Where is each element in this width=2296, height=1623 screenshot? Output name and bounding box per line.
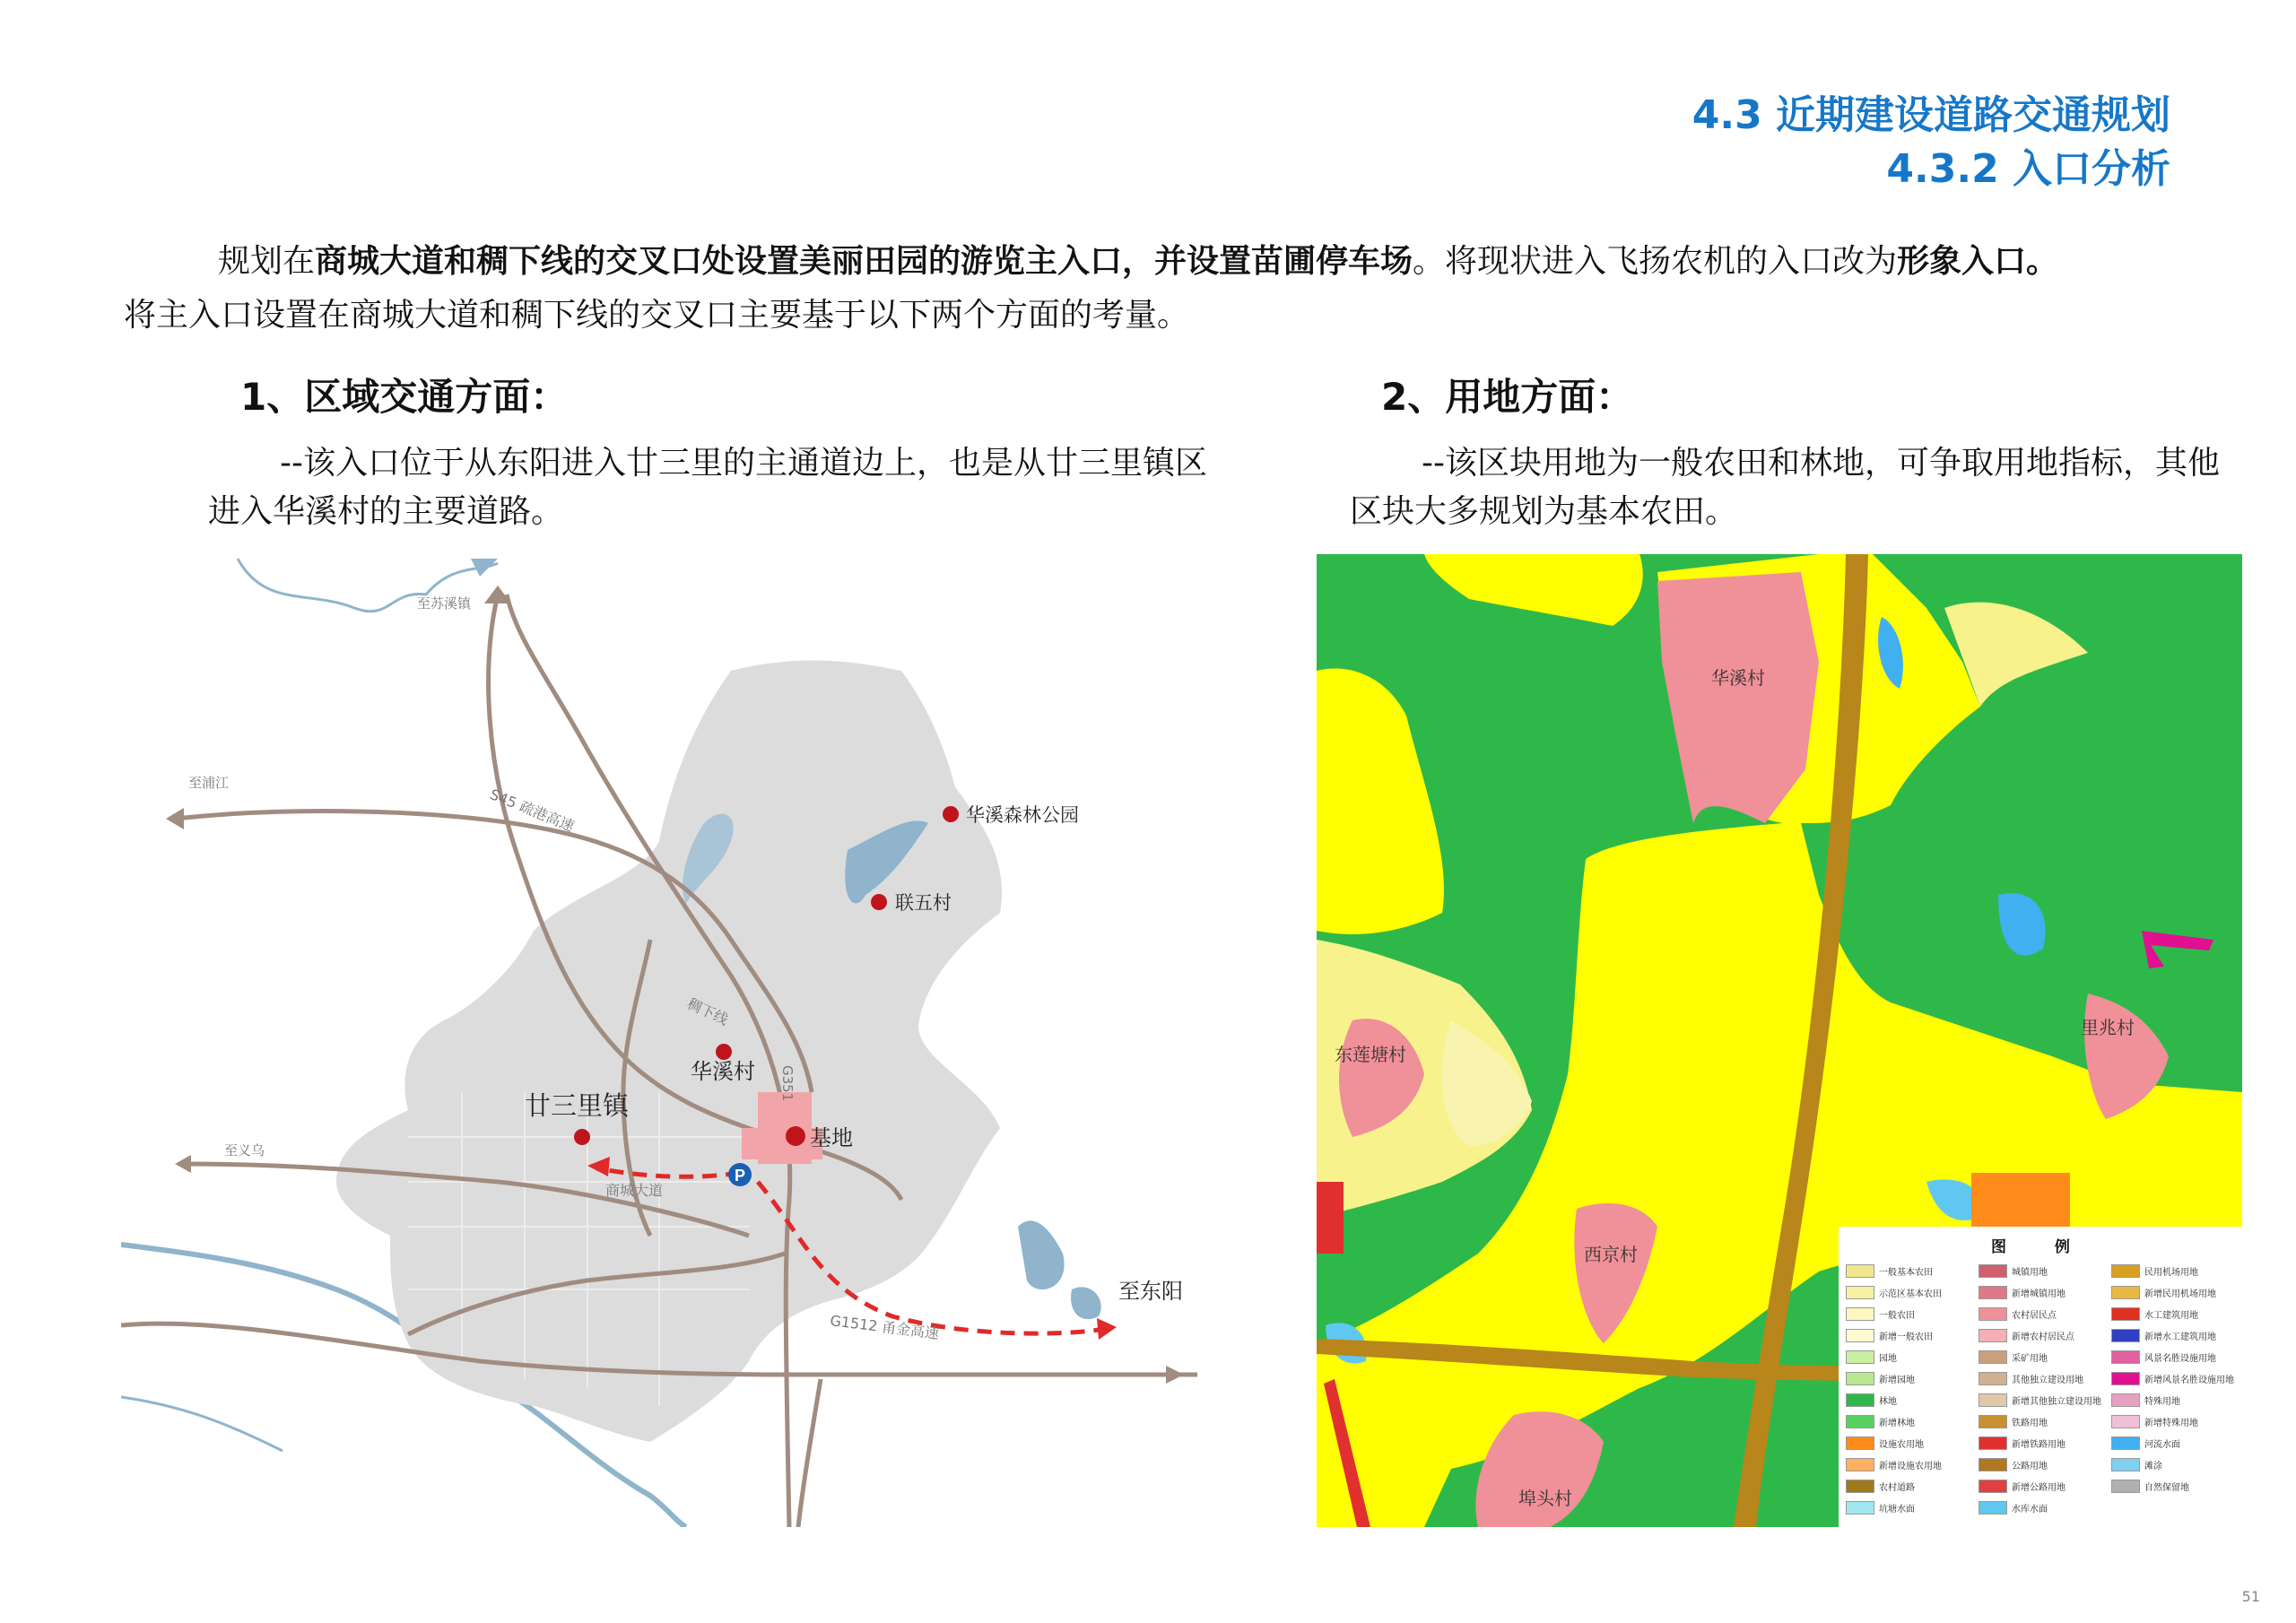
legend-label: 新增特殊用地 — [2144, 1418, 2198, 1428]
legend-item — [1979, 1370, 2109, 1386]
legend-swatch — [2111, 1264, 2140, 1278]
legend-swatch — [1846, 1372, 1874, 1385]
label-g1512: G1512 甬金高速 — [829, 1312, 941, 1342]
legend-swatch — [2111, 1415, 2140, 1428]
label-donglian: 东莲塘村 — [1335, 1044, 1406, 1065]
legend-item — [1846, 1306, 1976, 1322]
legend-item — [1979, 1284, 2109, 1300]
legend-item — [1846, 1499, 1976, 1515]
legend-label: 其他独立建设用地 — [2012, 1375, 2083, 1385]
legend-item — [1846, 1284, 1976, 1300]
legend-swatch — [2111, 1436, 2140, 1450]
section-title: 4.3 近期建设道路交通规划 — [1692, 92, 2170, 138]
legend-swatch — [1979, 1329, 2007, 1342]
legend-label: 新增风景名胜设施用地 — [2144, 1375, 2234, 1385]
legend-item — [2111, 1392, 2241, 1408]
label-base: 基地 — [810, 1125, 853, 1150]
label-to-yiwu: 至义乌 — [224, 1142, 265, 1159]
legend-swatch — [2111, 1458, 2140, 1471]
legend-label: 新增林地 — [1879, 1418, 1915, 1428]
legend-swatch — [1979, 1480, 2007, 1493]
label-to-dongyang: 至东阳 — [1118, 1279, 1183, 1304]
legend-label: 新增园地 — [1879, 1375, 1915, 1385]
legend-swatch — [1846, 1329, 1874, 1342]
section2-text: --该区块用地为一般农田和林地，可争取用地指标，其他 区块大多规划为基本农田。 — [1350, 445, 2220, 530]
label-lizhao: 里兆村 — [2081, 1017, 2135, 1038]
regional-traffic-map — [121, 554, 1242, 1527]
legend-item — [1846, 1435, 1976, 1451]
legend-title: 图 例 — [1991, 1238, 2092, 1256]
legend-item — [2111, 1456, 2241, 1472]
legend-swatch — [1846, 1393, 1874, 1407]
page-number: 51 — [2241, 1588, 2260, 1605]
legend-item — [2111, 1370, 2241, 1386]
legend-swatch — [1979, 1415, 2007, 1428]
legend-label: 新增铁路用地 — [2012, 1439, 2066, 1450]
legend-item — [2111, 1435, 2241, 1451]
legend-swatch — [1846, 1307, 1874, 1321]
section1-text: --该入口位于从东阳进入廿三里的主通道边上，也是从廿三里镇区 进入华溪村的主要道路。 — [208, 445, 1207, 530]
legend-label: 铁路用地 — [2012, 1418, 2048, 1428]
legend-swatch — [1979, 1458, 2007, 1471]
legend-label: 水库水面 — [2012, 1504, 2048, 1515]
label-huaxi: 华溪村 — [1711, 667, 1765, 689]
legend-label: 河流水面 — [2144, 1439, 2180, 1450]
label-to-suxi: 至苏溪镇 — [417, 595, 472, 612]
legend-item — [1846, 1370, 1976, 1386]
legend-swatch — [1979, 1286, 2007, 1299]
legend-label: 新增一般农田 — [1879, 1332, 1933, 1342]
legend-item — [1846, 1456, 1976, 1472]
legend-item — [1979, 1392, 2109, 1408]
legend-label: 设施农用地 — [1879, 1439, 1924, 1450]
legend-label: 新增公路用地 — [2012, 1482, 2066, 1493]
legend-swatch — [1979, 1501, 2007, 1515]
label-huaxi-village: 华溪村 — [691, 1059, 755, 1084]
legend-label: 新增水工建筑用地 — [2144, 1332, 2216, 1342]
legend-label: 风景名胜设施用地 — [2144, 1353, 2216, 1364]
subsection-title: 4.3.2 入口分析 — [1886, 146, 2170, 192]
legend-label: 农村居民点 — [2012, 1310, 2057, 1321]
label-to-pujiang: 至浦江 — [188, 775, 230, 791]
label-xijing: 西京村 — [1584, 1244, 1638, 1265]
legend-swatch — [1979, 1436, 2007, 1450]
legend-item — [2111, 1284, 2241, 1300]
section1-heading: 1、区域交通方面： — [240, 375, 569, 419]
legend-item — [1846, 1392, 1976, 1408]
legend-swatch — [1846, 1286, 1874, 1299]
label-lianwu: 联五村 — [895, 892, 952, 914]
legend-label: 坑塘水面 — [1879, 1504, 1915, 1515]
legend-swatch — [2111, 1372, 2140, 1385]
legend-item — [1846, 1263, 1976, 1279]
legend-label: 一般基本农田 — [1879, 1267, 1933, 1278]
legend-swatch — [1846, 1458, 1874, 1471]
legend-swatch — [2111, 1307, 2140, 1321]
legend-label: 新增民用机场用地 — [2144, 1289, 2216, 1299]
label-chouxia: 稠下线 — [684, 994, 731, 1028]
legend-swatch — [1979, 1393, 2007, 1407]
map-legend — [1839, 1227, 2242, 1527]
legend-label: 新增农村居民点 — [2012, 1332, 2074, 1342]
legend-label: 新增设施农用地 — [1879, 1461, 1942, 1471]
legend-item — [2111, 1327, 2241, 1343]
legend-label: 滩涂 — [2144, 1461, 2162, 1471]
legend-item — [1979, 1499, 2109, 1515]
legend-swatch — [1979, 1264, 2007, 1278]
intro-paragraph: 规划在商城大道和稠下线的交叉口处设置美丽田园的游览主入口，并设置苗圃停车场。将现状进入飞扬农机的入口改为形象入口。 将主入口设置在商城大道和稠下线的交叉口主要基于以下两个方面的考量。 — [124, 243, 2059, 334]
section2-heading: 2、用地方面： — [1381, 375, 1634, 419]
legend-item — [1846, 1413, 1976, 1429]
legend-swatch — [1846, 1415, 1874, 1428]
legend-label: 一般农田 — [1879, 1310, 1915, 1321]
label-niansanli: 廿三里镇 — [525, 1090, 630, 1121]
legend-label: 园地 — [1879, 1353, 1897, 1364]
legend-label: 民用机场用地 — [2144, 1267, 2198, 1278]
legend-item — [1846, 1327, 1976, 1343]
legend-label: 农村道路 — [1879, 1482, 1915, 1493]
legend-label: 示范区基本农田 — [1879, 1289, 1942, 1299]
legend-item — [1846, 1349, 1976, 1365]
legend-swatch — [1846, 1480, 1874, 1493]
legend-item — [1979, 1306, 2109, 1322]
legend-label: 新增城镇用地 — [2012, 1289, 2066, 1299]
label-shangcheng: 商城大道 — [605, 1182, 664, 1199]
legend-swatch — [2111, 1329, 2140, 1342]
label-g351: G351 — [779, 1065, 796, 1102]
legend-swatch — [1979, 1372, 2007, 1385]
legend-item — [2111, 1306, 2241, 1322]
legend-swatch — [2111, 1393, 2140, 1407]
legend-swatch — [1979, 1307, 2007, 1321]
legend-item — [1979, 1263, 2109, 1279]
legend-swatch — [2111, 1480, 2140, 1493]
parking-icon: P — [734, 1167, 746, 1185]
legend-item — [1979, 1413, 2109, 1429]
legend-swatch — [1846, 1436, 1874, 1450]
label-s45: S45 疏港高速 — [487, 785, 577, 836]
legend-item — [1979, 1456, 2109, 1472]
label-huaxi-park: 华溪森林公园 — [966, 804, 1079, 826]
legend-swatch — [1846, 1264, 1874, 1278]
legend-swatch — [2111, 1286, 2140, 1299]
legend-label: 水工建筑用地 — [2144, 1310, 2198, 1321]
legend-swatch — [2111, 1350, 2140, 1364]
legend-label: 采矿用地 — [2012, 1353, 2048, 1364]
legend-label: 特殊用地 — [2144, 1396, 2180, 1407]
legend-item — [2111, 1349, 2241, 1365]
legend-label: 新增其他独立建设用地 — [2012, 1396, 2101, 1407]
legend-label: 自然保留地 — [2144, 1482, 2189, 1493]
label-butou: 埠头村 — [1518, 1488, 1572, 1509]
legend-swatch — [1846, 1350, 1874, 1364]
legend-item — [2111, 1413, 2241, 1429]
legend-label: 公路用地 — [2012, 1461, 2048, 1471]
legend-label: 林地 — [1879, 1396, 1897, 1407]
legend-item — [1846, 1478, 1976, 1494]
legend-swatch — [1979, 1350, 2007, 1364]
legend-item — [1979, 1478, 2109, 1494]
legend-label: 城镇用地 — [2012, 1267, 2048, 1278]
legend-item — [2111, 1478, 2241, 1494]
legend-item — [1979, 1327, 2109, 1343]
legend-swatch — [1846, 1501, 1874, 1515]
legend-item — [2111, 1263, 2241, 1279]
legend-item — [1979, 1435, 2109, 1451]
legend-item — [1979, 1349, 2109, 1365]
